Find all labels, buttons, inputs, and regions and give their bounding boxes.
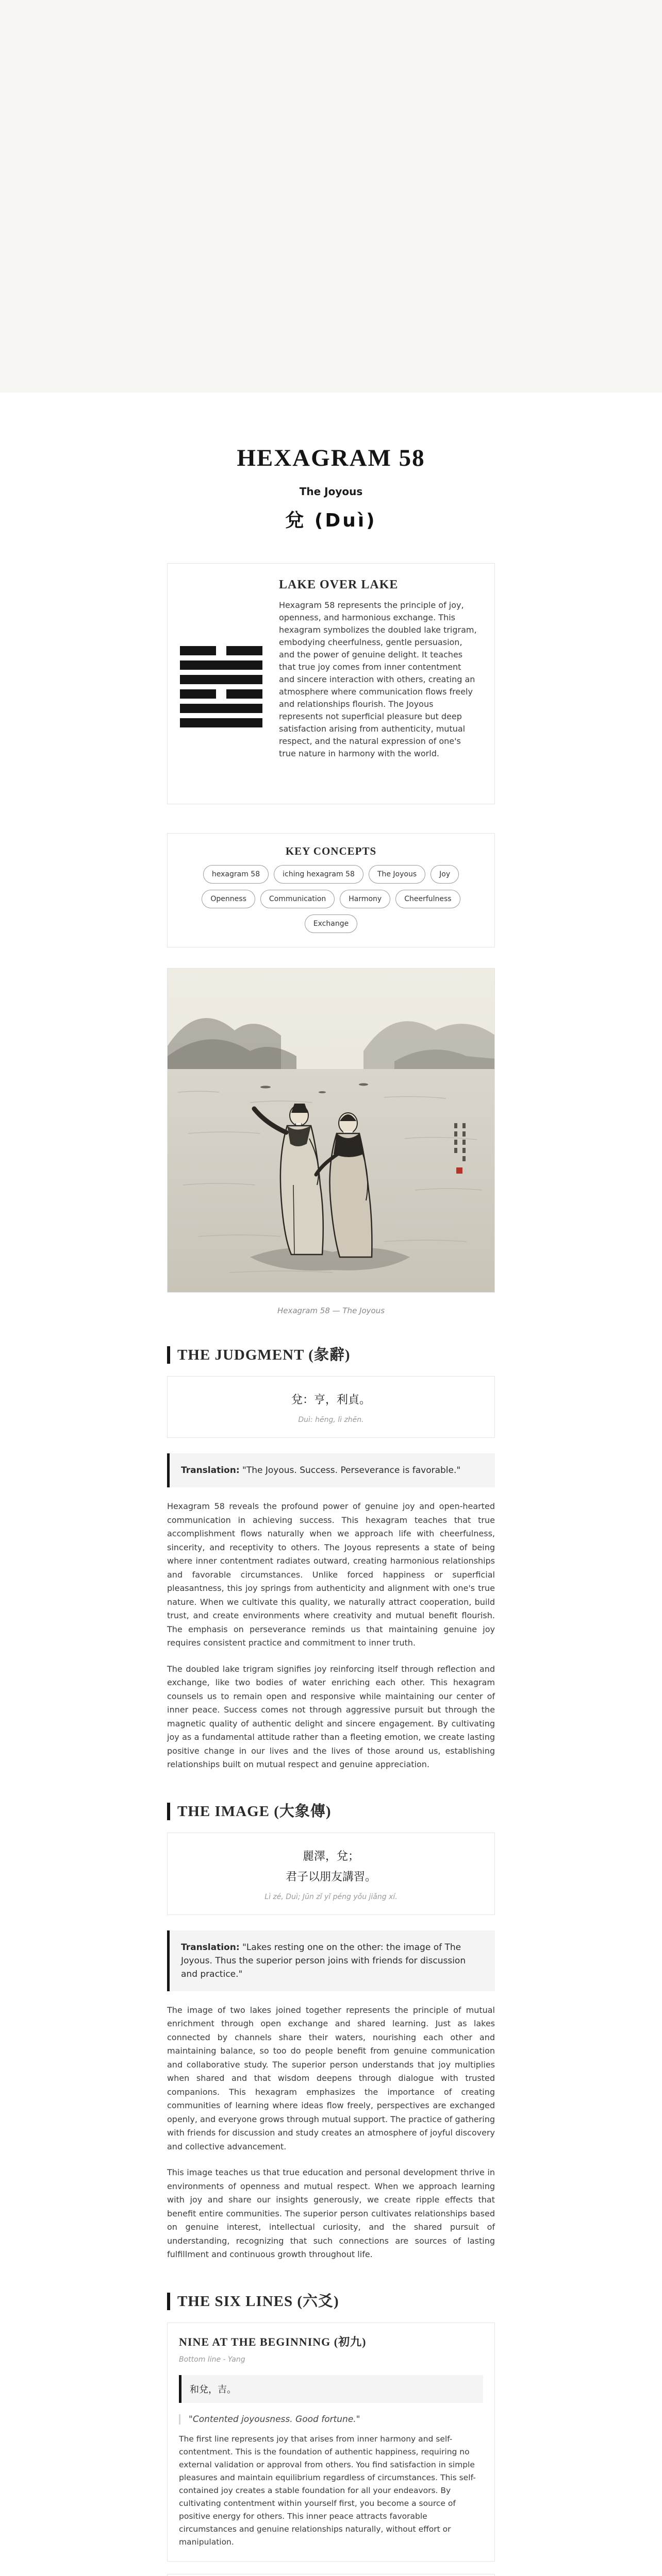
image-paragraph: This image teaches us that true education and personal development thrive in environments of openness and mutual respect. When we approach learning with joy and share our insights generously, we create ripple effects that benefit entire communities. The superior person cultivates relationships based on genuine interest, intellectual curiosity, and the shared pursuit of understanding, recognizing that such connections are sources of lasting fulfillment and continuous growth throughout life. [167,2167,495,2259]
translation-label: Translation: [181,1465,240,1476]
chinese-name: 兌 (Duì) [285,510,377,531]
ink-painting-image [167,968,495,1293]
top-band [0,0,662,393]
image-translation [167,1930,495,1991]
six-lines-heading: THE SIX LINES (六爻) [167,2293,495,2310]
hexagram-58-icon [180,646,262,733]
judgment-paragraph: Hexagram 58 reveals the profound power of genuine joy and open-hearted communication in achieving success. This hexagram teaches that true accomplishment flows naturally when we approach life with cheerfulness, sincerity, and receptivity to others. The Joyous represents a state of being where inner contentment radiates outward, creating harmonious relationships and favorable circumstances. Unlike forced happiness or superficial pleasantness, this joy springs from authenticity and alignment with one's true nature. When we cultivate this quality, we naturally attract cooperation, build trust, and create environments where creativity and mutual benefit flourish. The emphasis on perseverance reminds us that maintaining genuine joy requires consistent practice and commitment to inner truth. [167,1501,495,1648]
trigram-title: LAKE OVER LAKE [279,578,399,591]
concept-tag[interactable]: Cheerfulness [395,890,460,908]
concept-tag[interactable]: Communication [260,890,335,908]
image-verse-card [167,1833,495,1915]
page-subtitle: The Joyous [299,485,363,498]
image-caption: Hexagram 58 — The Joyous [277,1306,385,1315]
concept-tag[interactable]: Joy [431,865,459,884]
image-pinyin: Lì zé, Duì; Jūn zǐ yǐ péng yǒu jiǎng xí. [264,1892,398,1901]
judgment-chinese: 兌：亨，利貞。 [291,1394,371,1406]
translation-text: "The Joyous. Success. Perseverance is favorable." [239,1465,461,1476]
concept-tag[interactable]: The Joyous [369,865,425,884]
page-title: HEXAGRAM 58 [237,445,425,471]
key-concepts-card [167,833,495,947]
line-card [167,2574,495,2576]
image-paragraph: The image of two lakes joined together represents the principle of mutual enrichment through open exchange and shared learning. Just as lakes connected by channels share their waters, nourishing each other and maintaining balance, so too do people benefit from genuine communication and collaborative study. The superior person understands that joy multiplies when shared and that wisdom deepens through dialogue with trusted companions. This hexagram emphasizes the importance of creating communities of learning where ideas flow freely, perspectives are exchanged openly, and everyone grows through mutual support. The practice of gathering with friends for discussion and study creates an atmosphere of joyful discovery and collective advancement. [167,2005,495,2151]
concept-tag[interactable]: hexagram 58 [203,865,269,884]
judgment-heading: THE JUDGMENT (彖辭) [167,1346,495,1364]
key-concepts-title: KEY CONCEPTS [285,845,377,857]
translation-text: "Lakes resting one on the other: the image of The Joyous. Thus the superior person joins with friends for discussion and practice." [181,1942,466,1979]
key-concepts-list [168,865,494,933]
concept-tag[interactable]: Exchange [305,914,357,933]
trigram-card [167,563,495,804]
trigram-description: Hexagram 58 represents the principle of joy, openness, and harmonious exchange. This hexagram symbolizes the doubled lake trigram, embodying cheerfulness, gentle persuasion, and the power of genuine delight. It teaches that true joy comes from inner contentment and sincere interaction with others, creating an atmosphere where communication flows freely and relationships flourish. The Joyous represents not superficial pleasure but deep satisfaction arising from authenticity, mutual respect, and the natural expression of one's true nature in harmony with the world. [279,600,477,758]
judgment-pinyin: Duì: hēng, lì zhēn. [298,1416,364,1424]
judgment-translation [167,1453,495,1487]
image-chinese-line1: 麗澤，兌； [302,1850,359,1863]
line-body: The first line represents joy that arises from inner harmony and self-contentment. This is the foundation of authentic happiness, requiring no external validation or approval from others. You find satisfaction in simple pleasures and maintain equilibrium regardless of circumstances. This self-contained joy creates a stable foundation for all your endeavors. By cultivating contentment within yourself first, you become a source of positive energy for others. This inner peace attracts favorable circumstances and genuine relationships naturally, without effort or manipulation. [179,2434,476,2547]
judgment-verse-card [167,1376,495,1438]
translation-label: Translation: [181,1942,240,1953]
concept-tag[interactable]: iching hexagram 58 [274,865,363,884]
line-translation: "Contented joyousness. Good fortune." [179,2414,483,2425]
line-chinese: 和兌，吉。 [179,2375,483,2403]
line-card [167,2323,495,2562]
trigram-text [272,564,494,760]
concept-tag[interactable]: Openness [202,890,255,908]
concept-tag[interactable]: Harmony [340,890,390,908]
page-content [167,444,495,2576]
line-position: Bottom line - Yang [179,2355,245,2364]
line-title: NINE AT THE BEGINNING (初九) [179,2335,367,2348]
image-chinese-line2: 君子以朋友講習。 [285,1870,376,1884]
image-heading: THE IMAGE (大象傳) [167,1803,495,1820]
judgment-paragraph: The doubled lake trigram signifies joy reinforcing itself through reflection and exchange, like two bodies of water enriching each other. This hexagram counsels us to remain open and responsive while maintaining our center of inner peace. Success comes not through aggressive pursuit but through the magnetic quality of authentic delight and sincere engagement. By cultivating joy as a fundamental attitude rather than a fleeting emotion, we create lasting positive change in our lives and the lives of those around us, establishing relationships built on mutual respect and genuine appreciation. [167,1664,495,1769]
